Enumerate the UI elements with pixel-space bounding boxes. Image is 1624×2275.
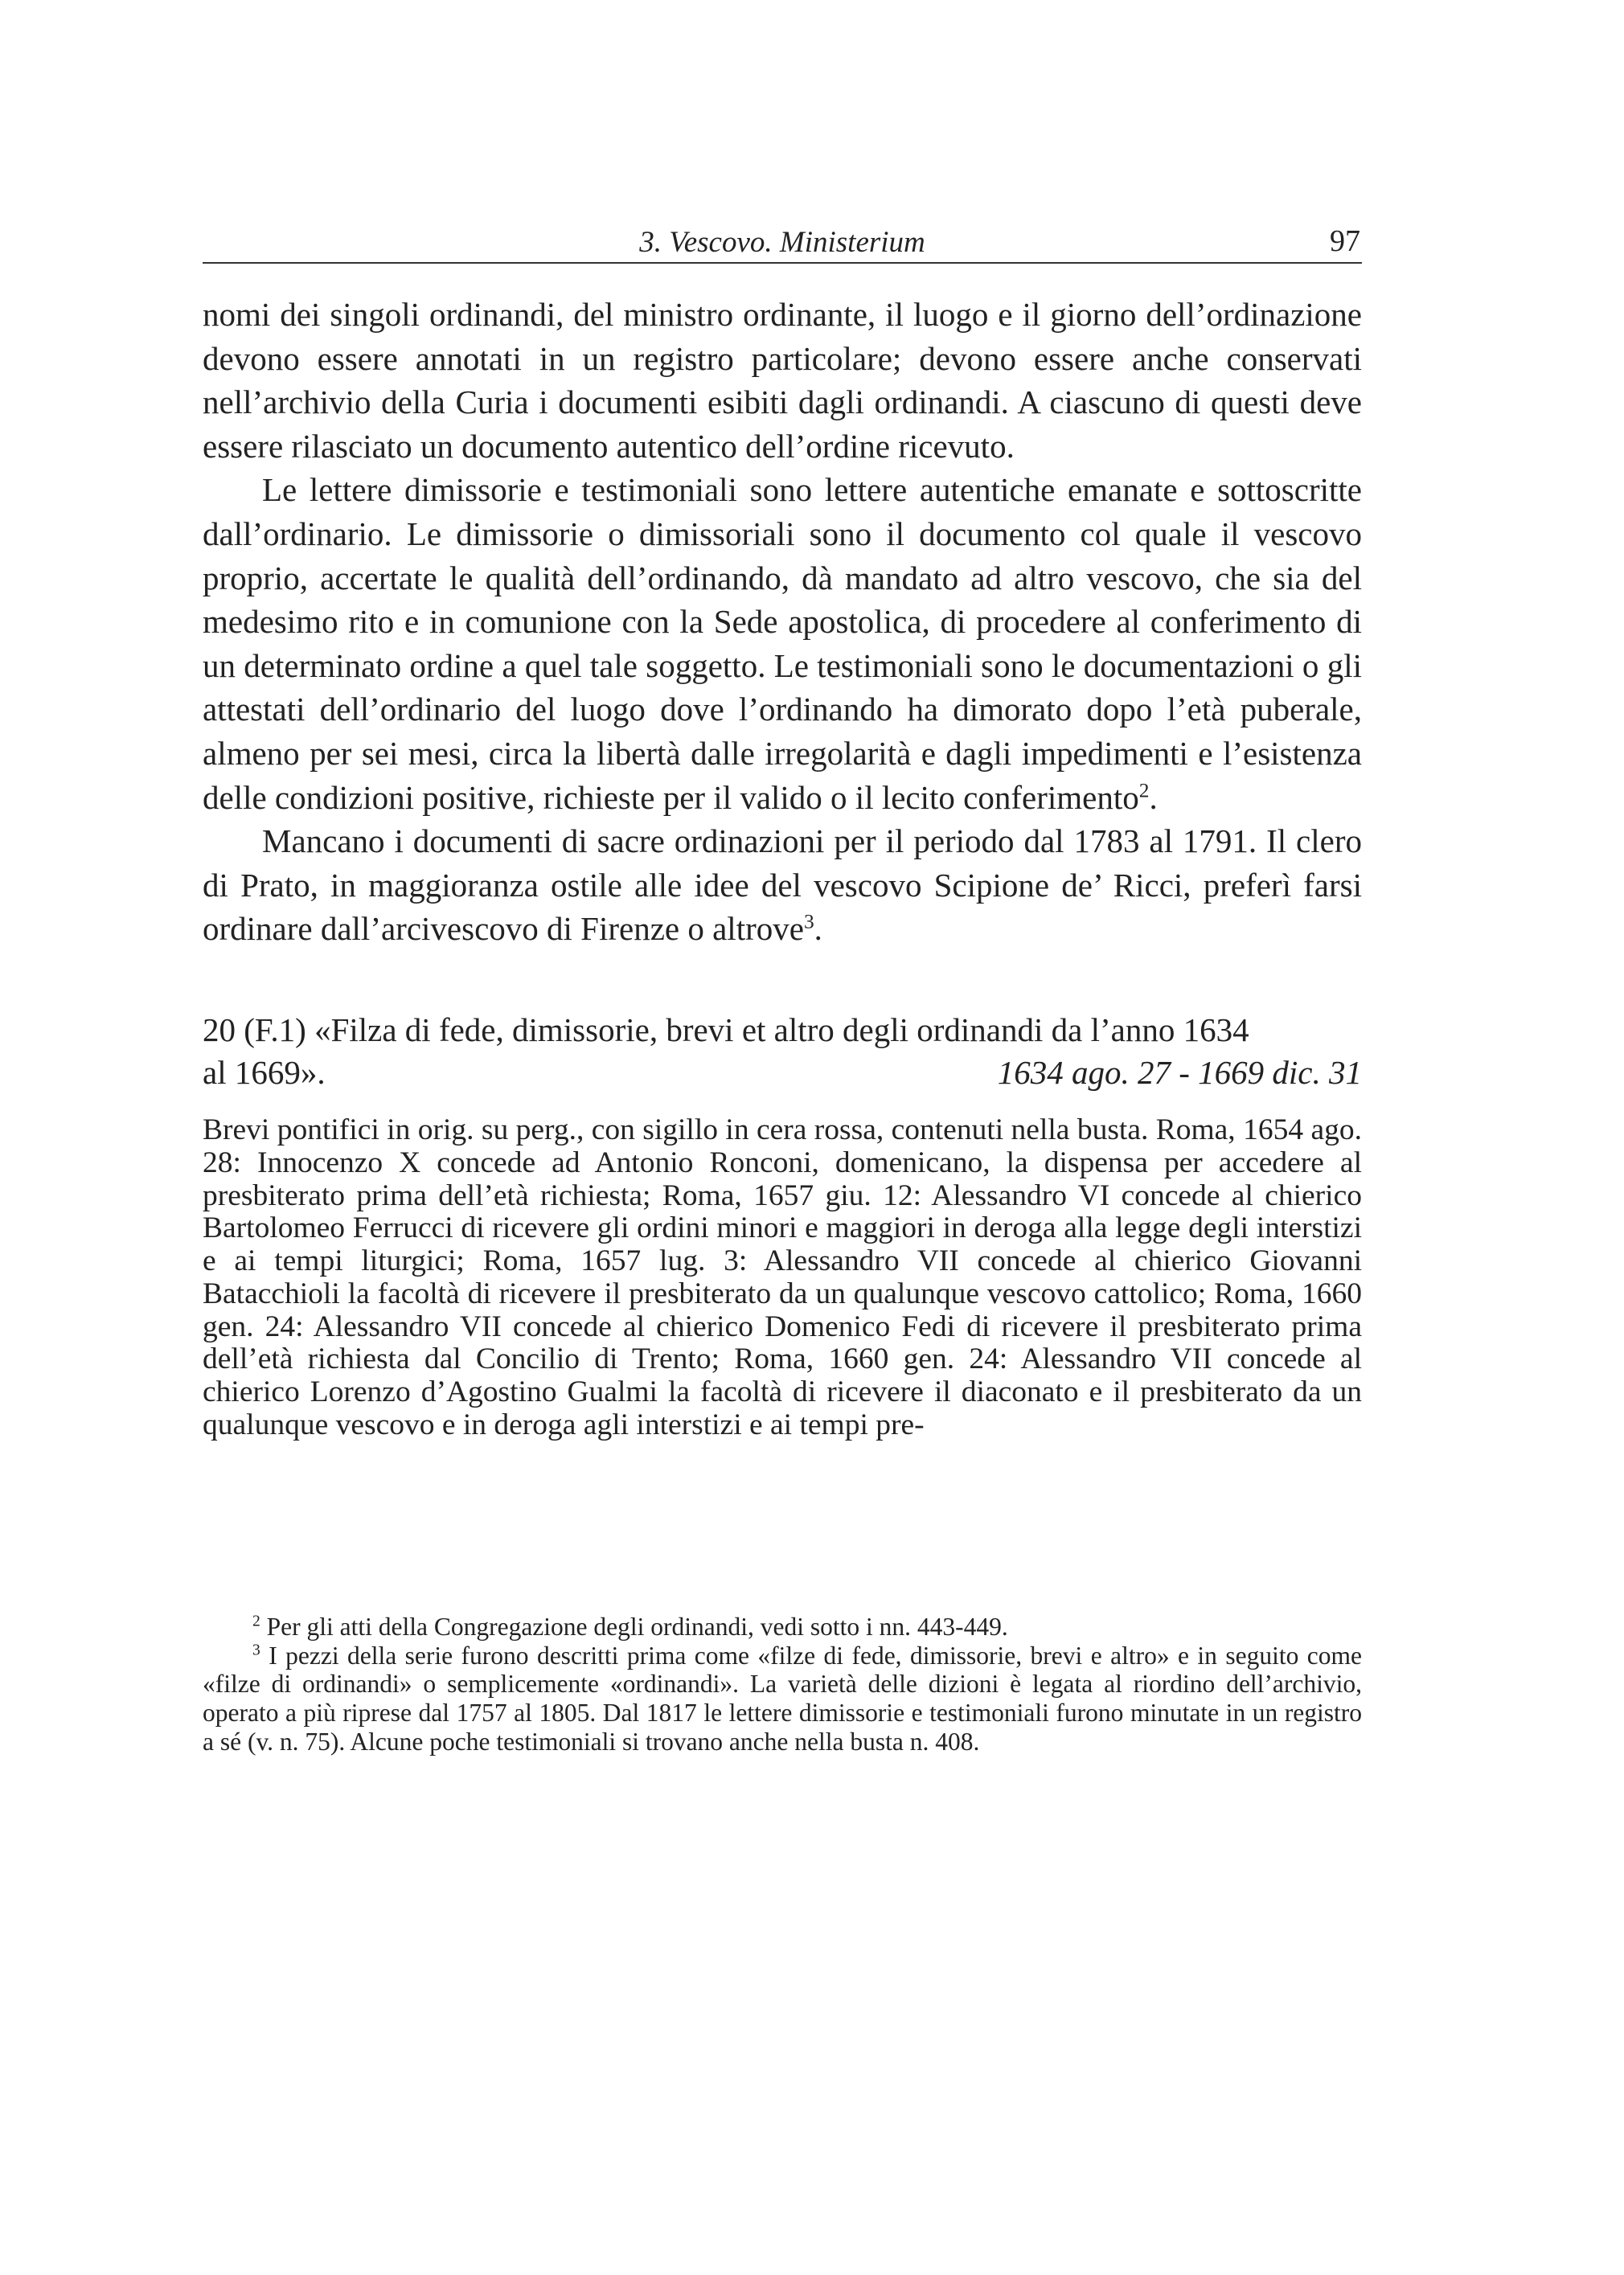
entry-heading [203,1009,1362,1095]
footnote-ref-3: 3 [803,910,814,933]
footnote-ref-2: 2 [1138,778,1150,801]
paragraph-ordination-registry: nomi dei singoli ordinandi, del ministro ordinante, il luogo e il giorno dell’ordinazione devono essere annotati in un registro particolare; devono essere anche conservati nell’archivio della Curia i documenti esibiti dagli ordinandi. A ciascuno di questi deve essere rilasciato un documento autentico dell’ordine ricevuto. [203,296,1362,465]
footnotes [203,1613,1362,1756]
entry-title-line-2: al 1669». [203,1054,326,1092]
running-title: 3. Vescovo. Ministerium [639,226,925,259]
paragraph-dimissory-letters: Le lettere dimissorie e testimoniali sono lettere autentiche emanate e sottoscritte dall’ordinario. Le dimissorie o dimissoriali sono il documento col quale il vescovo proprio, accertate le qualità dell’ordinando, dà mandato ad altro vescovo, che sia del medesimo rito e in comunione con la Sede apostolica, di procedere al conferimento di un determinato ordine a quel tale soggetto. Le testimoniali sono le documentazioni o gli attestati dell’ordinario del luogo dove l’ordinando ha dimorato dopo l’età puberale, almeno per sei mesi, circa la libertà dalle irregolarità e dagli impedimenti e l’esistenza delle condizioni positive, richieste per il valido o il lecito conferimento$^2$. [203,471,1362,816]
entry-description: Brevi pontifici in orig. su perg., con sigillo in cera rossa, contenuti nella busta. Roma, 1654 ago. 28: Innocenzo X concede ad Antonio Ronconi, domenicano, la dispensa per accedere al presbiterato prima dell’età richiesta; Roma, 1657 giu. 12: Alessandro VI concede al chierico Bartolomeo Ferrucci di ricevere gli ordini minori e maggiori in deroga alla legge degli interstizi e ai tempi liturgici; Roma, 1657 lug. 3: Alessandro VII concede al chierico Giovanni Batacchioli la facoltà di ricevere il presbiterato da un qualunque vescovo cattolico; Roma, 1660 gen. 24: Alessandro VII concede al chierico Domenico Fedi di ricevere il presbiterato prima dell’età richiesta dal Concilio di Trento; Roma, 1660 gen. 24: Alessandro VII concede al chierico Lorenzo d’Agostino Gualmi la facoltà di ricevere il diaconato e il presbiterato da un qualunque vescovo e in deroga agli interstizi e ai tempi pre- [203,1113,1362,1442]
catalog-entry [203,1009,1362,1442]
footnote-marker: 3 [252,1642,260,1659]
footnote-3: $^3$ I pezzi della serie furono descritti prima come «filze di fede, dimissorie, brevi e altro» e in seguito come «filze di ordinandi» o semplicemente «ordinandi». La varietà delle dizioni è legata al riordino dell’archivio, operato a più riprese dal 1757 al 1805. Dal 1817 le lettere dimissorie e testimoniali furono minutate in un registro a sé (v. n. 75). Alcune poche testimoniali si trovano anche nella busta n. 408. [203,1641,1362,1756]
body-text [203,293,1362,951]
entry-date-range: 1634 ago. 27 - 1669 dic. 31 [997,1054,1362,1092]
entry-title-line-1: 20 (F.1) «Filza di fede, dimissorie, brevi et altro degli ordinandi da l’anno 1634 [203,1010,1249,1048]
page-number: 97 [1330,224,1360,258]
paragraph-missing-documents: Mancano i documenti di sacre ordinazioni per il periodo dal 1783 al 1791. Il clero di Prato, in maggioranza ostile alle idee del vescovo Scipione de’ Ricci, preferì farsi ordinare dall’arcivescovo di Firenze o altrove$^3$. [203,822,1362,948]
book-page [203,217,1362,1756]
footnote-marker: 2 [252,1613,260,1630]
footnote-2: $^2$ Per gli atti della Congregazione degli ordinandi, vedi sotto i nn. 443-449. [252,1612,1008,1641]
running-head [203,217,1362,264]
